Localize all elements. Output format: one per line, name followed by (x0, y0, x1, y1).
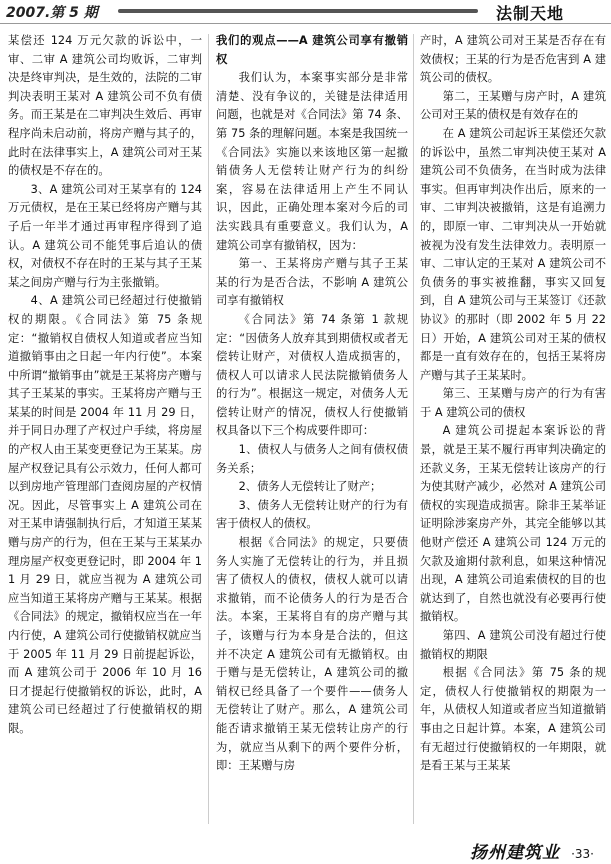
paragraph: 某偿还 124 万元欠款的诉讼中，一审、二审 A 建筑公司均败诉，二审判决是终审判决，是生效的，法院的二审判决表明王某对 A 建筑公司不负有债务。而王某是在二审判决生效后、再审程序尚未启动前，将房产赠与其子的，此时在法律事实上，A 建筑公司对王某的债权是不存在的。 (8, 34, 202, 178)
paragraph: 根据《合同法》第 75 条的规定，债权人行使撤销权的期限为一年，从债权人知道或者应当知道撤销事由之日起计算。本案，A 建筑公司有无超过行使撤销权的一年期限，就是看王某与王某某 (420, 666, 606, 773)
column-divider (208, 34, 209, 824)
header-decorative-bar (118, 9, 478, 13)
paragraph: 第三、王某赠与房产的行为有害于 A 建筑公司的债权 (420, 387, 606, 419)
paragraph: 3、A 建筑公司对王某享有的 124 万元债权，是在王某已经将房产赠与其子后一年半才通过再审程序得到了追认。A 建筑公司不能凭事后追认的债权，对债权不存在时的王某与其子王某某之间房产赠与行为主张撤销。 (8, 182, 202, 289)
header-rule (0, 23, 611, 24)
page-footer (470, 838, 594, 863)
text-column-3 (420, 32, 606, 832)
paragraph: 我们认为，本案事实部分是非常清楚、没有争议的，关键是法律适用问题，也就是对《合同法》第 74 条、第 75 条的理解问题。本案是我国统一《合同法》实施以来该地区第一起撤销债务人无偿转让财产行为的纠纷案，容易在法律适用上产生不同认识，因此，正确处理本案对今后的司法实践具有重要意义。我们认为，A 建筑公司享有撤销权，因为： (216, 71, 408, 252)
paragraph: 在 A 建筑公司起诉王某偿还欠款的诉讼中，虽然二审判决使王某对 A 建筑公司不负债务，在当时成为法律事实。但再审判决作出后，原来的一审、二审判决被撤销，这是有追溯力的，即原一审、二审判决从一开始就被视为没有发生法律效力。表明原一审、二审认定的王某对 A 建筑公司不负债务的事实被推翻，事实又回复到，自 A 建筑公司与王某签订《还款协议》的那时（即 2002 年 5 月 22 日）开始，A 建筑公司对王某的债权都是一直有效存在的，包括王某将房产赠与其子王某某时。 (420, 126, 606, 382)
paragraph: 第四、A 建筑公司没有超过行使撤销权的期限 (420, 629, 606, 661)
paragraph: 3、债务人无偿转让财产的行为有害于债权人的债权。 (216, 498, 408, 531)
paragraph: A 建筑公司提起本案诉讼的背景，就是王某不履行再审判决确定的还款义务，王某无偿转让该房产的行为使其财产减少，必然对 A 建筑公司债权的实现造成损害。除非王某举证证明除涉案房产外，其完全能够以其他财产偿还 A 建筑公司 124 万元的欠款及逾期付款利息，如果这种情况出现，A 建筑公司追索债权的目的也就达到了，自然也就没有必要再行使撤销权。 (420, 424, 606, 624)
paragraph: 根据《合同法》的规定，只要债务人实施了无偿转让的行为，并且损害了债权人的债权，债权人就可以请求撤销，而不论债务人的行为是否合法。本案，王某将自有的房产赠与其子，该赠与行为本身是合法的，但这并不决定 A 建筑公司有无撤销权。由于赠与是无偿转让，A 建筑公司的撤销权已经具备了一个要件——债务人无偿转让了财产。那么，A 建筑公司能否请求撤销王某无偿转让房产的行为，就应当从剩下的两个要件分析，即：王某赠与房 (216, 536, 408, 773)
paragraph: 第二，王某赠与房产时，A 建筑公司对王某的债权是有效存在的 (420, 89, 606, 122)
paragraph: 产时，A 建筑公司对王某是否存在有效债权；王某的行为是否危害到 A 建筑公司的债权。 (420, 34, 606, 85)
section-heading: 我们的观点——A 建筑公司享有撤销权 (216, 34, 408, 66)
paragraph: 4、A 建筑公司已经超过行使撤销权的期限。《合同法》第 75 条规定：“撤销权自债权人知道或者应当知道撤销事由之日起一年内行使”。本案中所谓“撤销事由”就是王某将房产赠与其子王某某的事实。王某将房产赠与王某某的时间是 2004 年 11 月 29 日，并于同日办理了产权过户手续，将房屋的产权人由王某变更登记为王某某。房屋产权登记具有公示效力，任何人都可以到房地产管理部门查阅房屋的产权情况。因此，尽管事实上 A 建筑公司在对王某申请强制执行后，才知道王某某赠与房产的行为，但在王某与王某某办理房屋产权变更登记时，即 2004 年 11 月 29 日，就应当视为 A 建筑公司应当知道王某将房产赠与王某某。根据《合同法》的规定，撤销权应当在一年内行使，A 建筑公司行使撤销权就应当于 2005 年 11 月 29 日前提起诉讼，而 A 建筑公司于 2006 年 10 月 16 日才提起行使撤销权的诉讼，此时，A 建筑公司已经超过了行使撤销权的期限。 (8, 294, 202, 735)
page-header (0, 0, 611, 26)
paragraph: 2、债务人无偿转让了财产； (238, 480, 382, 494)
paragraph: 1、债权人与债务人之间有债权债务关系； (216, 443, 408, 475)
column-divider (413, 34, 414, 824)
magazine-section-title: 法制天地 (496, 4, 565, 23)
paragraph: 《合同法》第 74 条第 1 款规定：“因债务人放弃其到期债权或者无偿转让财产，对债权人造成损害的，债权人可以请求人民法院撤销债务人的行为”。根据这一规定，对债务人无偿转让财产的情况，债权人行使撤销权具备以下三个构成要件即可： (216, 312, 408, 438)
text-column-2 (216, 32, 408, 832)
magazine-brand-logo: 扬州建筑业 (470, 843, 560, 863)
issue-number: 2007.第 5 期 (6, 5, 98, 21)
text-column-1 (8, 32, 202, 832)
page-number: ·33· (571, 847, 594, 861)
paragraph: 第一、王某将房产赠与其子王某某的行为是否合法，不影响 A 建筑公司享有撤销权 (216, 257, 408, 308)
